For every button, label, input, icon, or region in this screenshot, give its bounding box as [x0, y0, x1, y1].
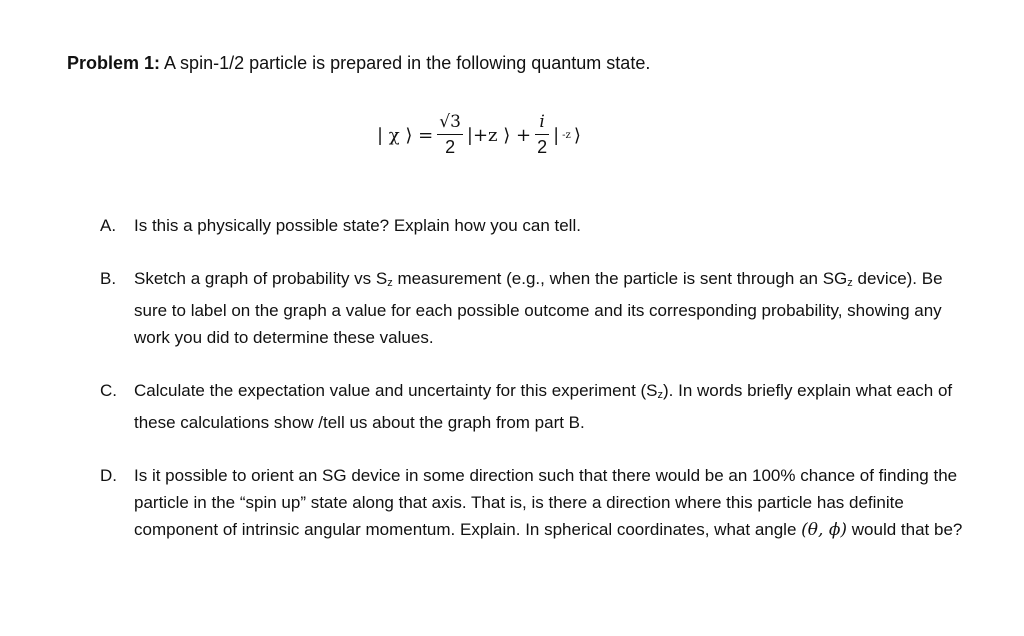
text-segment: Sketch a graph of probability vs S: [134, 269, 388, 288]
question-text: [134, 377, 980, 436]
text-segment: Calculate the expectation value and uncertainty for this experiment (S: [134, 381, 658, 400]
coef1-denominator: 2: [445, 137, 456, 157]
question-text: Is this a physically possible state? Explain how you can tell.: [134, 216, 581, 235]
coefficient-i-over-2: [535, 114, 549, 156]
coef1-numerator: √3: [439, 112, 461, 132]
subscript-z: z: [847, 277, 853, 289]
text-segment: ). In words briefly explain what each of these calculations show /tell us about the graph from part B.: [134, 381, 953, 432]
coefficient-sqrt3-over-2: [437, 114, 463, 156]
equation-lhs: | χ ⟩ =: [377, 124, 434, 146]
question-letter: B.: [100, 269, 117, 288]
angle-theta-phi: (θ, ϕ): [801, 520, 848, 540]
ket-minus-z-close: ⟩: [573, 124, 581, 146]
problem-label: Problem 1:: [67, 53, 161, 73]
question-list: [100, 212, 980, 570]
text-segment: measurement (e.g., when the particle is sent through an SG: [392, 269, 848, 288]
ket-minus-z-open: |: [553, 124, 560, 146]
question-b: [100, 265, 980, 351]
coef2-denominator: 2: [537, 137, 548, 157]
question-letter: C.: [100, 381, 117, 400]
coef2-numerator: i: [539, 112, 545, 132]
subscript-z: z: [657, 389, 664, 401]
text-segment: Is it possible to orient an SG device in some direction such that there would be an 100% chance of finding the particle in the “spin up” state along that axis. That is, is there a direction where this particle has definite component of intrinsic angular momentum. Explain. In spherical coordinates, what angle: [134, 466, 958, 539]
problem-heading: [67, 51, 650, 75]
question-letter: D.: [100, 466, 117, 485]
question-text: [134, 265, 980, 351]
ket-plus-z: |+z ⟩ +: [466, 124, 532, 146]
question-a: [100, 212, 980, 239]
question-c: [100, 377, 980, 436]
question-text: [134, 462, 980, 544]
text-segment: device). Be sure to label on the graph a value for each possible outcome and its corresponding probability, showing any work you did to determine these values.: [134, 269, 943, 347]
ket-minus-z-label: -z: [562, 129, 571, 141]
subscript-z: z: [387, 277, 393, 289]
question-d: [100, 462, 980, 544]
problem-statement: A spin-1/2 particle is prepared in the following quantum state.: [164, 53, 651, 73]
question-letter: A.: [100, 216, 117, 235]
state-equation: [377, 100, 581, 170]
text-segment: would that be?: [847, 520, 963, 539]
